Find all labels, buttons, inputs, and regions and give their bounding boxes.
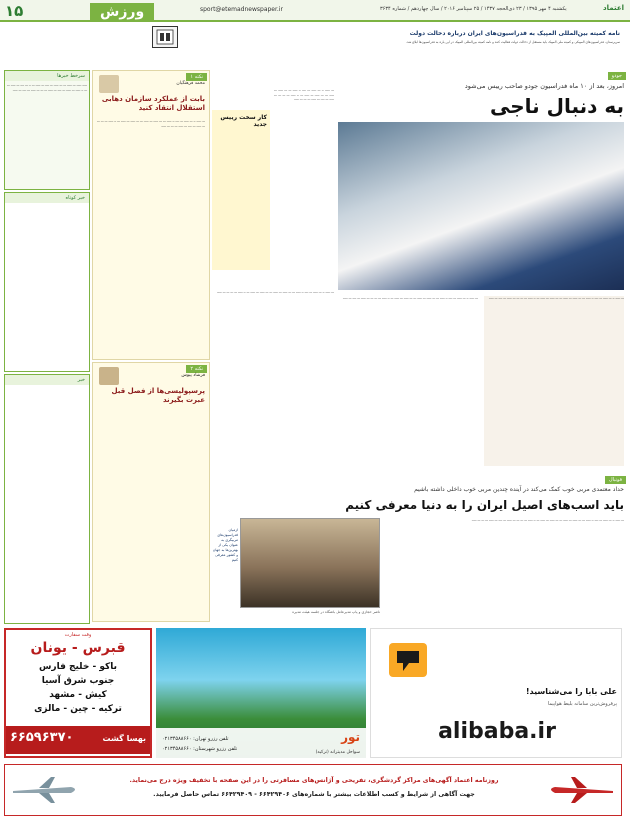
turkey-tour-ad[interactable]: [156, 628, 366, 758]
note1-box: [92, 70, 210, 360]
alibaba-logo-icon: [389, 643, 427, 677]
football-quote: ازمیان فدراسیون‌های مربیگری به عنوان یکی از بهترین‌ها به جهان و کشور معرفی کنیم: [212, 528, 238, 562]
turkey-tour-phone-1[interactable]: تلفن رزرو تهران: ۰۲۱۳۴۵۸۸۶۶۰: [162, 736, 229, 742]
note3-avatar: [99, 367, 119, 385]
note3-label: نکته ۲: [186, 365, 207, 373]
bottom-banner-line-1: روزنامه اعتماد آگهی‌های مراکز گردشگری، تفریحی و آژانس‌های مسافرتی را در این صفحه با تخفیف ویژه درج می‌نماید.: [129, 777, 499, 784]
section-title[interactable]: ورزش: [90, 3, 154, 21]
section-email[interactable]: sport@etemadnewspaper.ir: [200, 6, 283, 13]
left-box-news: [4, 70, 90, 190]
tour-ad-title: قبرس - یونان: [30, 640, 126, 656]
football-label: فوتبال: [605, 476, 626, 484]
bottom-banner[interactable]: [4, 764, 622, 816]
football-body: ـــ ـــــ ــ ـــ ـــــ ـــ ــــ ــ ـــــ ـــ ـــ ـــــ ـــ ـــــ ـــ ـــ ـــــ ـــ ـــــ ـــ ــ ـــــ ـــ ـــ ـــ ـــ ـــــ ـــ ــــ ـــ ـــــ ـــ ـــ ـــ ـــــ: [471, 518, 624, 522]
note1-title: بابت از عملکرد سازمان دهابی استقلال انتقاد کنید: [101, 95, 205, 112]
left-short-header: خبر کوتاه: [5, 193, 89, 203]
left-box-header: سرخط خبرها: [5, 71, 89, 81]
page-number: ۱۵: [5, 2, 24, 20]
football-photo-caption: ناصر حجازی و پاپ مدیرعامل باشگاه در جلسه هیئت مدیره: [292, 610, 380, 614]
alibaba-sub: پرفروش‌ترین سامانه بلیط هواپیما: [547, 701, 617, 707]
tour-ad-top: وقت سفارت: [64, 632, 92, 638]
top-story-lead: سرپرستان، فدراسیون‌های المپیکی و کمیته ملی المپیک باید مستقل از دخالت دولت فعالیت کنند و نامه کمیته بین‌المللی المپیک در این باره به فدراسیون‌ها ابلاغ شد.: [405, 40, 620, 44]
tour-ad-line-1: باکو - خلیج فارس: [39, 662, 117, 672]
tour-ad-brand: بهسا گشت: [102, 734, 146, 743]
issue-date: یکشنبه ۴ مهر ۱۳۹۵ / ۲۳ ذی‌الحجه ۱۴۳۷ / ۲۵ سپتامبر ۲۰۱۶ / سال چهاردهم / شماره ۳۶۳۴: [380, 6, 567, 12]
alibaba-slogan: علی بابا را می‌شناسید!: [525, 687, 617, 696]
note2-box: [212, 110, 270, 270]
judo-body-col4: ـــ ـــــ ــ ـــ ـــــ ـــ ــــ ــ ـــــ ـــ ـــ ـــــ ـــ ـــــ ـــ ـــ ـــــ ـــ ـــــ ـــ ــ ـــــ ـــ ـــ ـــ ـــ ـــــ: [217, 290, 334, 294]
note1-label: نکته ۱: [186, 73, 207, 81]
football-headline: باید اسب‌های اصیل ایران را به دنیا معرفی کنیم: [345, 498, 624, 512]
plane-right-icon: [545, 775, 615, 805]
judo-headline: به دنبال ناجی: [489, 94, 624, 118]
alibaba-ad[interactable]: [370, 628, 622, 758]
newspaper-logo: اعتماد: [603, 4, 624, 12]
note3-title: پرسپولیسی‌ها از فصل قبل عبرت بگیرند: [111, 387, 205, 404]
alibaba-brand[interactable]: alibaba.ir: [438, 719, 556, 744]
tour-ad-line-2: جنوب شرق آسیا: [41, 676, 115, 686]
judo-label: جودو: [608, 72, 626, 80]
judo-photo: [338, 122, 624, 290]
judo-kicker: امروز، بعد از ۱۰ ماه فدراسیون جودو صاحب رییس می‌شود: [464, 82, 624, 90]
turkey-tour-sub: سواحل مدیترانه (ترکیه): [315, 750, 360, 755]
judo-body-col1: ـــ ـــــ ــ ـــ ـــــ ـــ ــــ ــ ـــــ ـــ ـــ ـــــ ـــ ـــــ ـــ ـــ ـــــ ـــ ـــــ ـــ ــ ـــــ ـــ ـــ ـــ ـــ ـــــ ـــ ــــ ـــ ـــــ ـــ ـــ ـــ ـــــ: [274, 88, 334, 102]
turkey-tour-phone-2[interactable]: تلفن رزرو شهرستان: ۰۲۱۳۴۵۸۸۶۶۰: [162, 746, 238, 752]
note2-title: کار سخت رییس جدید: [220, 114, 267, 128]
note3-author: فرشاد پیوس: [181, 373, 205, 378]
left-news2-header: خبر: [5, 375, 89, 385]
tour-ad[interactable]: [4, 628, 152, 758]
note3-box: [92, 362, 210, 622]
note1-body: ـــ ـــــ ــ ـــ ـــــ ـــ ــــ ــ ـــــ ـــ ـــ ـــــ ـــ ـــــ ـــ ـــ ـــــ ـــ ـــــ ـــ ــ ـــــ ـــ ـــ ـــ ـــ ـــــ ـــ ــــ ـــ ـــــ ـــ ـــ ـــ ـــــ: [97, 119, 205, 128]
tour-ad-line-3: کیش - مشهد: [49, 690, 107, 700]
turkey-tour-brand: تور: [341, 730, 360, 744]
tour-ad-line-4: ترکیه - چین - مالزی: [34, 704, 122, 714]
top-story-kicker: نامه کمیته بین‌المللی المپیک به فدراسیون‌های ایران درباره دخالت دولت: [409, 30, 620, 37]
judo-body-col3: ـــ ـــــ ــ ـــ ـــــ ـــ ــــ ــ ـــــ ـــ ـــ ـــــ ـــ ـــــ ـــ ـــ ـــــ ـــ ـــــ ـــ ــ ـــــ ـــ ـــ ـــ ـــ ـــــ ـــ ــــ ـــ ـــــ: [484, 296, 624, 466]
left-box-text: ـــــ ـــــ ـــ ـــــ ـــ ـــ ـــــ ـــ ــــ ـــ ـــــ ـــ ــ ـــ ــــ ـــ ـــــ ـــ ـــ ــ ـــــ ـــ ـــــ ـــ ــــ ـــ ـــــ ـــ ـــ ـــ ـــــ ـــ ــــ ـــ ـــــ: [7, 83, 87, 92]
left-box-news2: [4, 374, 90, 624]
left-box-short: [4, 192, 90, 372]
judo-body-col2: ـــ ـــــ ــ ـــ ـــــ ـــ ــــ ــ ـــــ ـــ ـــ ـــــ ـــ ـــــ ـــ ـــ ـــــ ـــ ـــــ ـــ ــ ـــــ ـــ ـــ ـــ ـــ ـــــ ـــ ــــ ـــ ـــــ: [343, 296, 478, 300]
tour-ad-phone[interactable]: ۶۶۵۹۶۳۷۰: [10, 730, 74, 745]
bottom-banner-line-2: جهت آگاهی از شرایط و کسب اطلاعات بیشتر با شماره‌های ۶۶۴۲۹۴۰۶ - ۶۶۴۲۹۴۰۹ تماس حاصل فرمایید.: [153, 791, 475, 798]
note1-author: محمد فرهنگیان: [176, 81, 205, 86]
plane-left-icon: [11, 775, 81, 805]
olympic-logo-icon: [152, 26, 178, 48]
note1-avatar: [99, 75, 119, 93]
football-kicker: حداد معتمدی مربی خوب کمک می‌کند در آینده چندین مربی خوب داخلی داشته باشیم: [414, 486, 624, 493]
football-photo: [240, 518, 380, 608]
